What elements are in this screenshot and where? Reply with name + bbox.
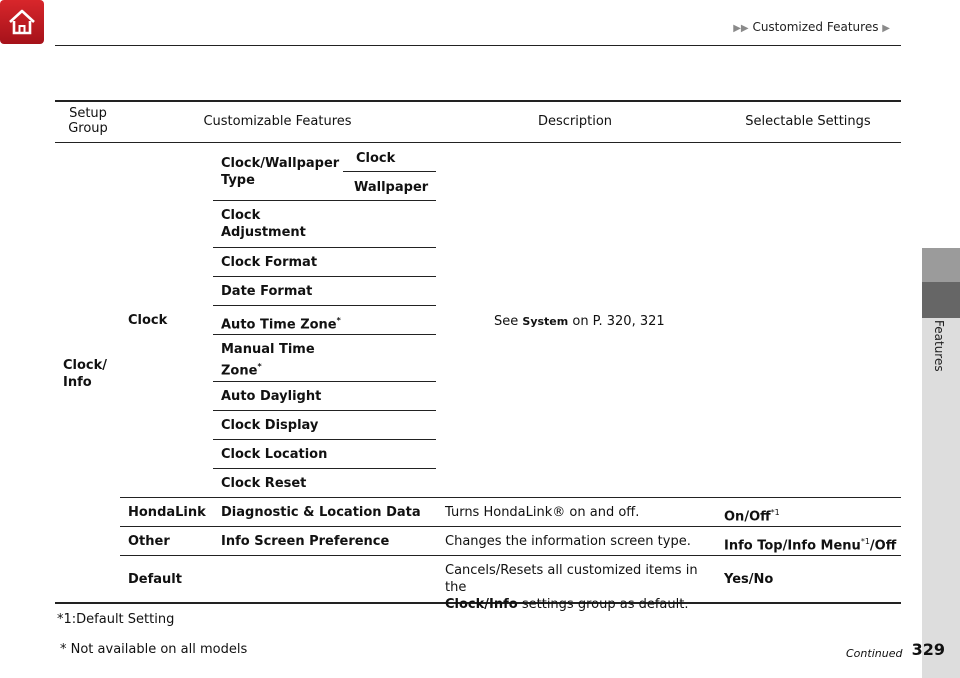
table-header-rule	[55, 142, 901, 143]
option-wallpaper: Wallpaper	[354, 180, 429, 195]
feature-auto-daylight: Auto Daylight	[221, 389, 322, 404]
page-number: 329	[911, 640, 945, 659]
feature-clock-wallpaper-type: Clock/Wallpaper Type	[221, 156, 340, 188]
breadcrumb[interactable]	[733, 20, 890, 34]
side-tab-label: Features	[932, 320, 946, 372]
group-other: Other	[128, 534, 170, 549]
row-rule	[120, 497, 901, 498]
header-selectable-settings: Selectable Settings	[745, 114, 871, 129]
feature-date-format: Date Format	[221, 284, 313, 299]
asterisk-note: *	[336, 316, 341, 325]
group-clock-info: Clock/ Info	[63, 358, 108, 390]
feature-clock-format: Clock Format	[221, 255, 318, 270]
footnote-default-setting: *1:Default Setting	[57, 612, 175, 627]
side-tab-active[interactable]	[922, 282, 960, 318]
row-rule	[213, 305, 436, 306]
group-default: Default	[128, 572, 182, 587]
feature-clock-adjustment: Clock Adjustment	[221, 208, 306, 240]
row-rule	[343, 171, 436, 172]
feature-manual-time-zone: Manual Time Zone*	[221, 342, 315, 379]
group-hondalink: HondaLink	[128, 505, 206, 520]
feature-clock-reset: Clock Reset	[221, 476, 307, 491]
description-default: Cancels/Resets all customized items in the Clock/Info settings group as default.	[445, 563, 698, 612]
home-icon[interactable]	[0, 0, 44, 44]
settings-other: Info Top/Info Menu$^{*1}$/Off	[724, 537, 897, 554]
table-top-rule	[55, 100, 901, 102]
feature-clock-display: Clock Display	[221, 418, 319, 433]
row-rule	[120, 555, 901, 556]
breadcrumb-arrow-icon: ▶	[882, 23, 890, 34]
continued-label: Continued	[846, 647, 903, 660]
breadcrumb-arrow-icon: ▶▶	[733, 23, 749, 34]
row-rule	[213, 468, 436, 469]
row-rule	[120, 526, 901, 527]
system-link[interactable]: System	[522, 315, 569, 328]
row-rule	[213, 410, 436, 411]
settings-hondalink: On/Off$^{*1}$	[724, 508, 780, 525]
clock-description: See System on P. 320, 321	[494, 314, 665, 329]
row-rule	[213, 247, 436, 248]
option-clock: Clock	[356, 151, 396, 166]
feature-auto-time-zone: Auto Time Zone*	[221, 316, 341, 333]
header-description: Description	[537, 114, 613, 129]
header-divider	[55, 45, 901, 46]
row-rule	[213, 381, 436, 382]
asterisk-note: *	[257, 362, 262, 371]
not-available-note: * Not available on all models	[60, 642, 248, 657]
feature-diagnostic-location: Diagnostic & Location Data	[221, 505, 421, 520]
row-rule	[213, 276, 436, 277]
side-tab-marker	[922, 248, 960, 282]
subgroup-clock: Clock	[128, 313, 168, 328]
row-rule	[213, 439, 436, 440]
header-setup-group: Setup Group	[68, 106, 108, 136]
description-hondalink: Turns HondaLink® on and off.	[445, 505, 640, 520]
header-customizable-features: Customizable Features	[203, 114, 352, 129]
breadcrumb-label: Customized Features	[752, 20, 879, 34]
row-rule	[213, 200, 436, 201]
description-other: Changes the information screen type.	[445, 534, 691, 549]
row-rule	[213, 334, 436, 335]
feature-info-screen-preference: Info Screen Preference	[221, 534, 390, 549]
settings-default: Yes/No	[724, 572, 774, 587]
feature-clock-location: Clock Location	[221, 447, 328, 462]
